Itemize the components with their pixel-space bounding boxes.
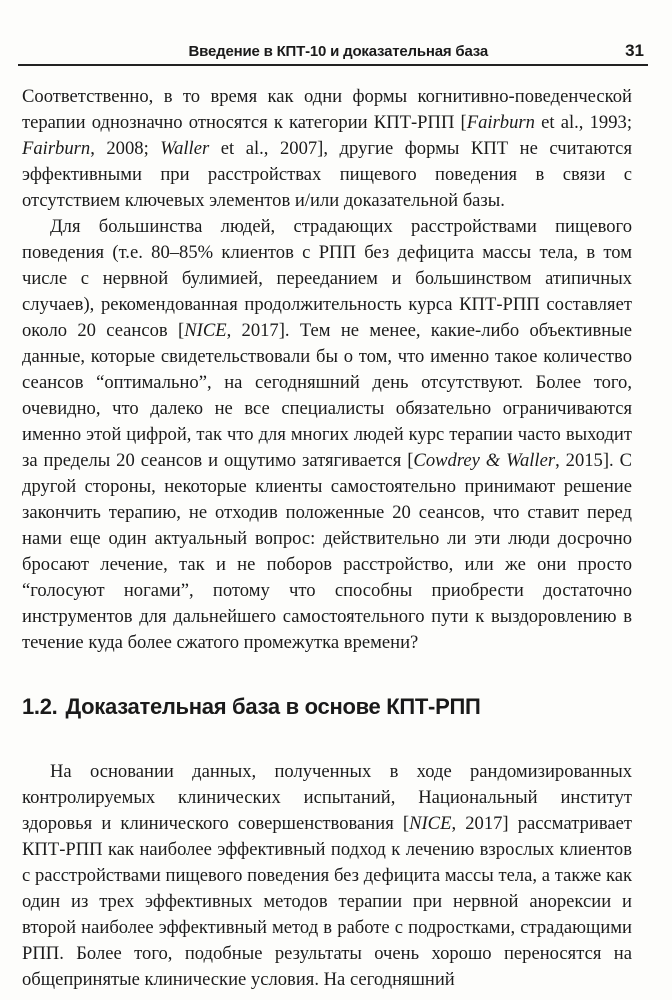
text-run: Для большинства людей, страдающих расстройствами пищевого поведения (т.е. 80–85% клиентов с РПП без дефицита массы тела, в том числе с нервной булимией, перееданием и большинством атипичных случаев), рекомендованная продолжительность курса КПТ-РПП составляет около 20 сеансов [ (22, 216, 632, 341)
running-header (18, 38, 648, 66)
paragraph (22, 214, 632, 656)
section-number: 1.2. (22, 694, 58, 719)
citation-author: NICE (184, 320, 227, 341)
paragraph-1-block (22, 84, 632, 214)
section-heading (22, 694, 480, 720)
paragraph (22, 84, 632, 214)
text-run: Соответственно, в то время как одни формы когнитивно-поведенческой терапии однозначно относятся к категории КПТ-РПП [ (22, 86, 632, 133)
text-run: , 2017] рассматривает КПТ-РПП как наиболее эффективный подход к лечению взрослых клиентов с расстройствами пищевого поведения без дефицита массы тела, а также как один из трех эффективных методов терапии при нервной анорексии и второй наиболее эффективный метод в работе с подростками, страдающими РПП. Более того, подобные результаты очень хорошо переносятся на общепринятые клинические условия. На сегодняшний (22, 813, 632, 990)
citation-author: Cowdrey & Waller (413, 450, 556, 471)
section-title: Доказательная база в основе КПТ-РПП (65, 694, 481, 719)
citation-author: Waller (160, 138, 210, 159)
citation-author: Fairburn (22, 138, 91, 159)
text-run: et al., 1993; (534, 112, 632, 133)
paragraph-2-block (22, 214, 632, 656)
text-run: , 2015]. С другой стороны, некоторые клиенты самостоятельно принимают решение закончить терапию, не отходив положенные 20 сеансов, что ставит перед нами еще один актуальный вопрос: действительно ли эти люди досрочно бросают лечение, так и не поборов расстройство, или же они просто “голосуют ногами”, потому что способны приобрести достаточно инструментов для дальнейшего самостоятельного пути к выздоровлению в течение куда более сжатого промежутка времени? (22, 450, 633, 653)
running-title: Введение в КПТ-10 и доказательная база (188, 43, 488, 60)
citation-author: NICE (409, 813, 452, 834)
paragraph (22, 759, 632, 993)
text-run: На основании данных, полученных в ходе рандомизированных контролируемых клинических испытаний, Национальный институт здоровья и клинического совершенствования [ (22, 761, 632, 834)
text-run: , 2017]. Тем не менее, какие-либо объективные данные, которые свидетельствовали бы о том, что именно такое количество сеансов “оптимально”, на сегодняшний день отсутствуют. Более того, очевидно, что далеко не все специалисты обязательно ограничиваются именно этой цифрой, так что для многих людей курс терапии часто выходит за пределы 20 сеансов и ощутимо затягивается [ (22, 320, 632, 471)
citation-author: Fairburn (466, 112, 535, 133)
text-run: et al., 2007], другие формы КПТ не считаются эффективными при расстройствах пищевого поведения в связи с отсутствием ключевых элементов и/или доказательной базы. (22, 138, 632, 211)
paragraph-3-block (22, 759, 632, 993)
page-number: 31 (625, 41, 644, 60)
text-run: , 2008; (90, 138, 161, 159)
